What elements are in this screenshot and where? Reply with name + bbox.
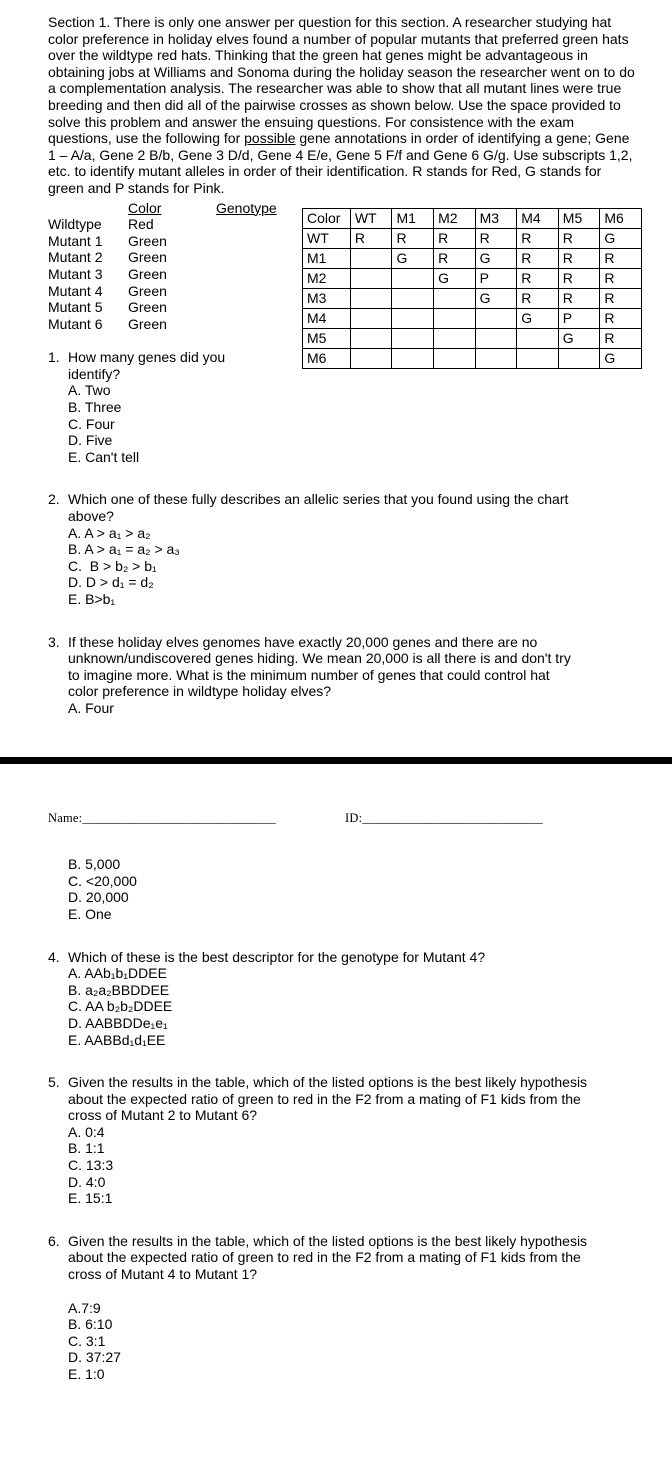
strain-name: Mutant 6 (48, 315, 103, 332)
table-cell (392, 348, 434, 368)
question-6 (48, 1233, 642, 1383)
question-2-option-b: B. A > a₁ = a₂ > a₃ (68, 541, 180, 558)
question-3-number: 3. (48, 633, 60, 650)
question-1-options (68, 382, 302, 465)
table-header-row (303, 208, 642, 228)
question-2 (48, 491, 642, 607)
table-cell (350, 308, 392, 328)
table-cell (350, 268, 392, 288)
question-5-option-d: D. 4:0 (68, 1173, 106, 1190)
strain-list-header (48, 200, 302, 217)
intro-paragraph (48, 14, 640, 197)
question-4-option-c: C. AA b₂b₂DDEE (68, 998, 173, 1015)
table-row (303, 288, 642, 308)
table-header-cell: WT (350, 208, 392, 228)
table-cell (392, 328, 434, 348)
question-6-option-e: E. 1:0 (68, 1366, 105, 1382)
question-6-text: Given the results in the table, which of the listed options is the best likely hypothesis about the expected ratio of green to red in the F2 from a mating of F1 kids from the cross of Mutant 4 to Mutant 1? (68, 1232, 588, 1283)
strain-name: Mutant 2 (48, 249, 103, 266)
table-cell (475, 308, 517, 328)
table-cell (475, 348, 517, 368)
strain-row (48, 233, 302, 250)
strain-row (48, 249, 302, 266)
table-cell: R (558, 268, 600, 288)
table-row-label: M3 (303, 288, 351, 308)
question-5-option-c: C. 13:3 (68, 1157, 114, 1174)
question-3-option-b: B. 5,000 (68, 856, 121, 873)
table-header-cell: M3 (475, 208, 517, 228)
question-1-option-e: E. Can't tell (68, 448, 140, 465)
intro-underlined-word: possible (244, 130, 296, 147)
strain-color: Red (128, 216, 154, 233)
table-cell (434, 348, 476, 368)
question-3-option-d: D. 20,000 (68, 889, 129, 906)
question-1-option-c: C. Four (68, 415, 115, 432)
question-3-options (68, 700, 642, 717)
table-cell (392, 268, 434, 288)
table-cell (434, 308, 476, 328)
question-5-options (68, 1124, 642, 1207)
question-6-option-c: C. 3:1 (68, 1332, 106, 1349)
table-cell: G (517, 308, 559, 328)
question-3-option-c: C. <20,000 (68, 872, 137, 889)
question-4-option-a: A. AAb₁b₁DDEE (68, 965, 167, 982)
table-row-label: M1 (303, 248, 351, 268)
table-cell (558, 348, 600, 368)
table-cell (350, 348, 392, 368)
question-6-option-b: B. 6:10 (68, 1316, 113, 1333)
table-header-cell: M1 (392, 208, 434, 228)
question-1-text: How many genes did you identify? (68, 349, 226, 382)
table-row (303, 248, 642, 268)
table-row-label: M6 (303, 348, 351, 368)
table-cell: G (475, 288, 517, 308)
strain-color: Green (128, 299, 167, 316)
question-4-body (68, 949, 642, 1049)
table-cell: R (600, 268, 642, 288)
table-cell (392, 308, 434, 328)
table-cell (350, 288, 392, 308)
table-cell: R (350, 228, 392, 248)
table-cell: G (600, 228, 642, 248)
question-6-option-a: A.7:9 (68, 1299, 101, 1316)
question-5 (48, 1074, 642, 1207)
question-1-option-a: A. Two (68, 382, 111, 399)
table-cell: R (558, 228, 600, 248)
question-4-option-b: B. a₂a₂BBDDEE (68, 981, 170, 998)
table-cell (350, 328, 392, 348)
question-2-option-c: C. B > b₂ > b₁ (68, 557, 157, 574)
question-6-number: 6. (48, 1232, 60, 1249)
table-row (303, 228, 642, 248)
table-header-cell: M4 (517, 208, 559, 228)
table-row-label: M2 (303, 268, 351, 288)
strain-color: Green (128, 282, 167, 299)
table-cell: R (600, 328, 642, 348)
strain-list (48, 200, 302, 333)
table-cell (392, 288, 434, 308)
table-cell: R (517, 228, 559, 248)
strains-and-table-section (48, 200, 642, 466)
question-2-option-d: D. D > d₁ = d₂ (68, 574, 154, 591)
intro-text-part2: gene annotations in order of identifying a gene; Gene 1 – A/a, Gene 2 B/b, Gene 3 D/d, Gene 4 E/e, Gene 5 F/f and Gene 6 G/g. Use subscripts 1,2, etc. to identify mutant alleles in order of their identification. R stands for Red, G stands for green and P stands for Pink. (48, 130, 633, 196)
id-field: ID:____________________________ (345, 810, 543, 825)
question-2-number: 2. (48, 491, 60, 508)
table-header-cell: Color (303, 208, 351, 228)
table-row (303, 308, 642, 328)
table-row (303, 328, 642, 348)
complementation-table (302, 208, 642, 369)
table-cell (434, 288, 476, 308)
table-header-cell: M6 (600, 208, 642, 228)
table-cell: R (434, 228, 476, 248)
question-2-text: Which one of these fully describes an allelic series that you found using the chart above? (68, 491, 569, 525)
right-column (302, 200, 642, 466)
strain-name: Wildtype (48, 216, 102, 233)
question-3-option-e: E. One (68, 905, 112, 922)
table-cell: R (600, 248, 642, 268)
table-row-label: WT (303, 228, 351, 248)
strain-row (48, 216, 302, 233)
question-6-options (68, 1300, 642, 1383)
question-4-options (68, 965, 642, 1048)
strain-name: Mutant 1 (48, 232, 103, 249)
question-5-body (68, 1074, 642, 1207)
question-6-option-d: D. 37:27 (68, 1349, 121, 1366)
strain-list-genotype-header: Genotype (216, 199, 277, 216)
table-cell: R (517, 268, 559, 288)
table-cell: R (434, 248, 476, 268)
strain-name: Mutant 5 (48, 299, 103, 316)
question-1-option-b: B. Three (68, 399, 122, 416)
question-2-option-e: E. B>b₁ (68, 591, 116, 607)
table-row-label: M4 (303, 308, 351, 328)
question-2-option-a: A. A > a₁ > a₂ (68, 524, 151, 541)
strain-color: Green (128, 315, 167, 332)
table-header-cell: M2 (434, 208, 476, 228)
table-row (303, 348, 642, 368)
question-6-body (68, 1233, 642, 1383)
strain-color: Green (128, 249, 167, 266)
question-1 (48, 349, 302, 465)
intro-text-part1: Section 1. There is only one answer per question for this section. A researcher studying hat color preference in holiday elves found a number of popular mutants that preferred green hats over the wildtype red hats. Thinking that the green hat genes might be advantageous in obtaining jobs at Williams and Sonoma during the holiday season the researcher went on to do a complementation analysis. The researcher was able to show that all mutant lines were true breeding and then did all of the pairwise crosses as shown below. Use the space provided to solve this problem and answer the ensuing questions. For consistence with the exam questions, use the following for (48, 14, 635, 147)
question-3-text: If these holiday elves genomes have exactly 20,000 genes and there are no unknown/undiscovered genes hiding. We mean 20,000 is all there is and don't try to imagine more. What is the minimum number of genes that could control hat color preference in wildtype holiday elves? (68, 633, 571, 700)
table-cell: G (558, 328, 600, 348)
table-cell: G (392, 248, 434, 268)
table-cell (475, 328, 517, 348)
table-cell: R (600, 288, 642, 308)
question-5-text: Given the results in the table, which of the listed options is the best likely hypothesis about the expected ratio of green to red in the F2 from a mating of F1 kids from the cross of Mutant 2 to Mutant 6? (68, 1074, 588, 1124)
strain-name: Mutant 3 (48, 265, 103, 282)
table-cell: R (558, 288, 600, 308)
question-4 (48, 949, 642, 1049)
strain-row (48, 266, 302, 283)
table-cell: G (600, 348, 642, 368)
strain-color: Green (128, 232, 167, 249)
question-1-body (68, 349, 302, 465)
question-3-option-a: A. Four (68, 699, 114, 716)
left-column (48, 200, 302, 466)
table-cell: R (558, 248, 600, 268)
strain-color: Green (128, 265, 167, 282)
table-cell: P (558, 308, 600, 328)
table-cell: R (475, 228, 517, 248)
question-5-option-e: E. 15:1 (68, 1190, 113, 1207)
question-3-options-continued (68, 856, 642, 922)
name-id-row (48, 810, 642, 827)
table-cell (517, 348, 559, 368)
page-break-divider (0, 757, 672, 764)
table-cell (434, 328, 476, 348)
table-cell: G (475, 248, 517, 268)
question-3-body (68, 634, 642, 717)
table-header-cell: M5 (558, 208, 600, 228)
table-cell: P (475, 268, 517, 288)
strain-name: Mutant 4 (48, 282, 103, 299)
table-cell: R (392, 228, 434, 248)
question-4-option-e: E. AABBd₁d₁EE (68, 1031, 166, 1048)
name-field: Name:______________________________ (48, 810, 276, 825)
strain-row (48, 299, 302, 316)
question-3 (48, 634, 642, 717)
table-cell: R (517, 248, 559, 268)
question-5-number: 5. (48, 1074, 60, 1091)
question-4-option-d: D. AABBDDe₁e₁ (68, 1014, 168, 1031)
question-4-text: Which of these is the best descriptor for the genotype for Mutant 4? (68, 948, 486, 965)
question-5-option-a: A. 0:4 (68, 1123, 105, 1140)
question-1-option-d: D. Five (68, 432, 113, 449)
table-row-label: M5 (303, 328, 351, 348)
table-cell (517, 328, 559, 348)
strain-list-color-header: Color (128, 199, 162, 216)
table-cell: R (517, 288, 559, 308)
strain-row (48, 316, 302, 333)
table-cell (350, 248, 392, 268)
question-4-number: 4. (48, 948, 60, 965)
question-5-option-b: B. 1:1 (68, 1140, 105, 1157)
question-2-options (68, 525, 642, 608)
table-cell: G (434, 268, 476, 288)
question-2-body (68, 491, 642, 607)
strain-row (48, 283, 302, 300)
question-1-number: 1. (48, 349, 60, 366)
table-row (303, 268, 642, 288)
table-cell: R (600, 308, 642, 328)
strain-list-header-spacer (48, 200, 128, 217)
